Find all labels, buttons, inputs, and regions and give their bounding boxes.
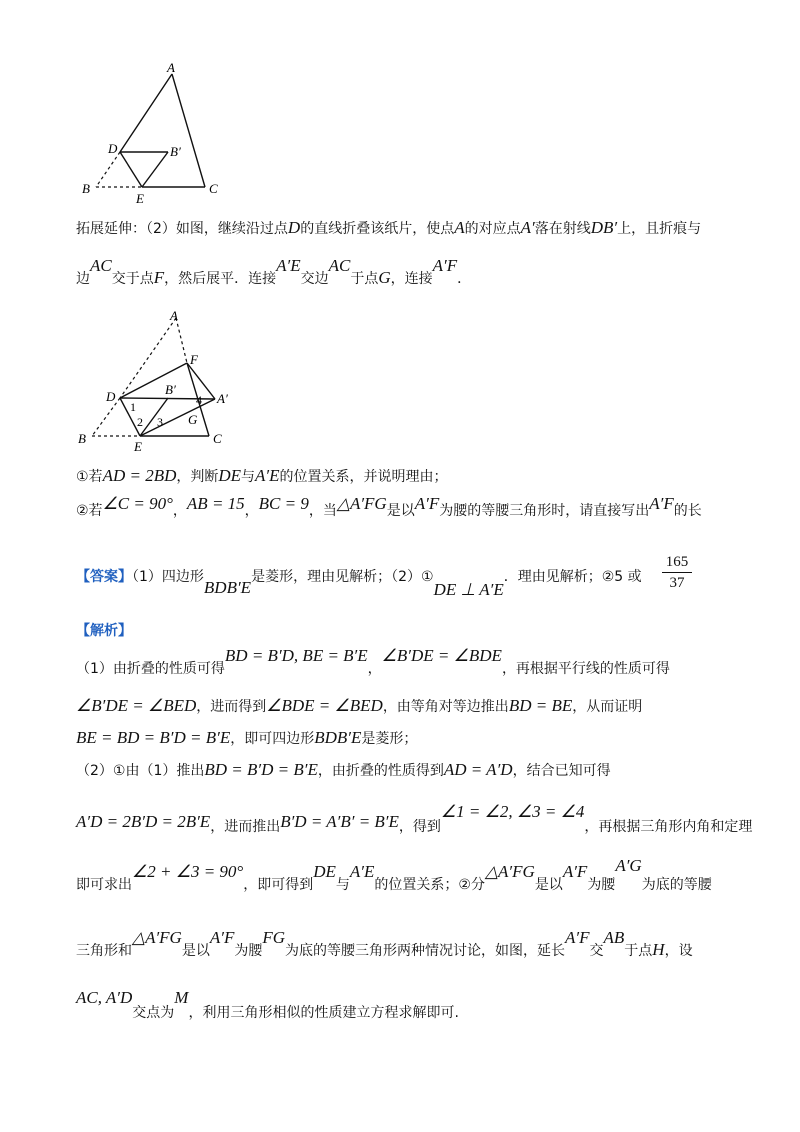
point-D: D [287,218,301,237]
label-B: B [82,181,90,196]
text: ， [244,503,259,519]
label-C: C [209,181,218,196]
segment-ApE: A′E [255,466,280,485]
segment-AC: AC [90,256,112,275]
fraction-denominator: 37 [669,575,685,591]
text: ，当 [308,503,337,519]
label-A: A [170,308,178,323]
text: 落在射线 [534,221,591,237]
text: 交于点 [111,271,154,287]
text: 拓展延伸：（2）如图，继续沿过点 [76,221,288,237]
math: ∠B′DE = ∠BED [76,696,197,715]
analysis-line-7 [76,928,693,959]
text: 上，且折痕与 [617,221,702,237]
extension-line-2 [76,256,472,288]
text: ，即可四边形 [230,731,315,747]
text: ，得到 [398,819,441,835]
text: ，连接 [390,271,433,287]
edge-DB-dashed [96,152,120,187]
angle-label-3: 3 [157,415,163,429]
point-M: M [174,988,189,1007]
question-1 [76,466,448,486]
text: ，从而证明 [572,699,643,715]
label-D: D [108,141,118,156]
label-F: F [190,352,198,367]
text: （1）四边形 [132,569,204,585]
edge-EBp [140,398,168,436]
label-E: E [134,439,142,454]
math: B′D = A′B′ = B′E [280,812,399,831]
text: ①若 [76,469,103,485]
quadrilateral-BDBpE: BDB′E [203,578,252,597]
text: （1）由折叠的性质可得 [76,661,225,677]
condition-BC: BC = 9 [258,494,309,513]
text: ， [172,503,187,519]
label-D: D [106,389,116,404]
text: ②若 [76,503,103,519]
math: A′F [565,928,590,947]
text: 的直线折叠该纸片，使点 [300,221,455,237]
text: 是以 [181,943,210,959]
segment-ApF: A′F [649,494,674,513]
text: ，由折叠的性质得到 [317,763,444,779]
text: ，即可得到 [243,877,314,893]
point-Ap: A′ [520,218,535,237]
math: BD = BE [508,696,573,715]
figure-2-double-fold [72,308,242,458]
label-C: C [213,431,222,446]
condition: AD = 2BD [102,466,177,485]
angle-label-1: 1 [130,400,136,414]
analysis-line-2 [76,696,642,716]
text: 的长 [673,503,702,519]
text: 是菱形，理由见解析；（2）① [251,569,434,585]
triangle-ApFG: △A′FG [336,494,387,513]
edge-AD [120,74,172,152]
text: 交点为 [132,1005,175,1021]
text: 于点 [350,271,379,287]
segment-AC: AC [328,256,351,275]
analysis-line-8 [76,988,459,1021]
analysis-tag: 【解析】 [76,623,132,639]
analysis-line-1 [76,646,670,677]
text: ，利用三角形相似的性质建立方程求解即可. [188,1005,459,1021]
label-Bp: B′ [165,382,176,397]
answer-fraction [662,552,692,593]
text: ，设 [664,943,693,959]
text: 的位置关系，并说明理由； [279,469,448,485]
edge-DF [120,363,187,398]
text: ，再根据三角形内角和定理 [584,819,753,835]
analysis-line-6 [76,856,712,893]
condition-angle-C: ∠C = 90° [102,494,173,513]
text: ， [367,661,382,677]
text: （2）①由（1）推出 [76,763,205,779]
math: ∠1 = ∠2, ∠3 = ∠4 [440,802,585,821]
answer-line [76,566,642,599]
label-A: A [167,62,175,75]
text: ． [457,271,472,287]
analysis-line-4 [76,760,611,780]
text: ．理由见解析；②5 或 [503,569,642,585]
math: A′E [349,862,375,881]
math: AB [603,928,625,947]
text: 是以 [386,503,415,519]
text: ，判断 [176,469,219,485]
math: △A′FG [132,928,182,947]
math: DE [313,862,336,881]
segment-ApF: A′F [414,494,440,513]
extension-line-1 [76,218,701,238]
text: 边 [76,271,90,287]
label-G: G [188,412,198,427]
text: 的位置关系；②分 [374,877,485,893]
edge-DE [120,152,142,187]
text: 的对应点 [464,221,521,237]
math: BD = B′D, BE = B′E [224,646,368,665]
segment-ApF: A′F [432,256,458,275]
text: 与 [241,469,256,485]
edge-AC [172,74,205,187]
text: 即可求出 [76,877,132,893]
math: A′F [209,928,235,947]
text: ，由等角对等边推出 [382,699,509,715]
point-F: F [153,268,165,287]
label-B: B [78,431,86,446]
point-H: H [652,940,665,959]
math: AD = A′D [443,760,513,779]
text: 为底的等腰 [641,877,712,893]
math: BD = B′D = B′E [204,760,318,779]
perpendicular-DE-ApE: DE ⊥ A′E [433,580,504,599]
text: 交边 [300,271,329,287]
segment-DE: DE [218,466,242,485]
angle-label-4: 4 [196,393,202,407]
ray-DBp: DB′ [590,218,618,237]
math: ∠2 + ∠3 = 90° [132,862,244,881]
text: ，再根据平行线的性质可得 [501,661,670,677]
math: A′G [615,856,642,875]
math: BDB′E [314,728,362,747]
text: ，进而得到 [196,699,267,715]
condition-AB: AB = 15 [186,494,245,513]
answer-tag: 【答案】 [76,569,132,585]
text: ，进而推出 [210,819,281,835]
analysis-line-5 [76,802,753,835]
fraction-numerator: 165 [662,552,692,573]
text: 三角形和 [76,943,132,959]
text: 交 [589,943,604,959]
math: A′D = 2B′D = 2B′E [76,812,211,831]
math: FG [262,928,286,947]
text: 与 [335,877,350,893]
text: ，然后展平．连接 [164,271,277,287]
math: BE = BD = B′D = B′E [76,728,231,747]
label-E: E [136,191,144,206]
text: 于点 [624,943,653,959]
text: ，结合已知可得 [512,763,611,779]
angle-label-2: 2 [137,415,143,429]
math: ∠BDE = ∠BED [266,696,383,715]
text: 为腰的等腰三角形时，请直接写出 [439,503,650,519]
math: △A′FG [484,862,535,881]
figure-1-triangle-fold [78,62,238,207]
text: 为底的等腰三角形两种情况讨论，如图，延长 [285,943,566,959]
text: 是菱形； [361,731,418,747]
text: 为腰 [234,943,263,959]
text: 为腰 [587,877,616,893]
segment-ApE: A′E [276,256,301,275]
math: ∠B′DE = ∠BDE [381,646,502,665]
point-G: G [378,268,391,287]
analysis-line-3 [76,728,417,748]
question-2 [76,494,702,520]
math: A′F [562,862,588,881]
point-A: A [454,218,465,237]
label-Ap: A′ [217,391,228,406]
math: AC, A′D [76,988,133,1007]
dash-AF [176,318,187,363]
label-Bp: B′ [170,144,181,159]
edge-BpE [142,152,168,187]
text: 是以 [534,877,563,893]
